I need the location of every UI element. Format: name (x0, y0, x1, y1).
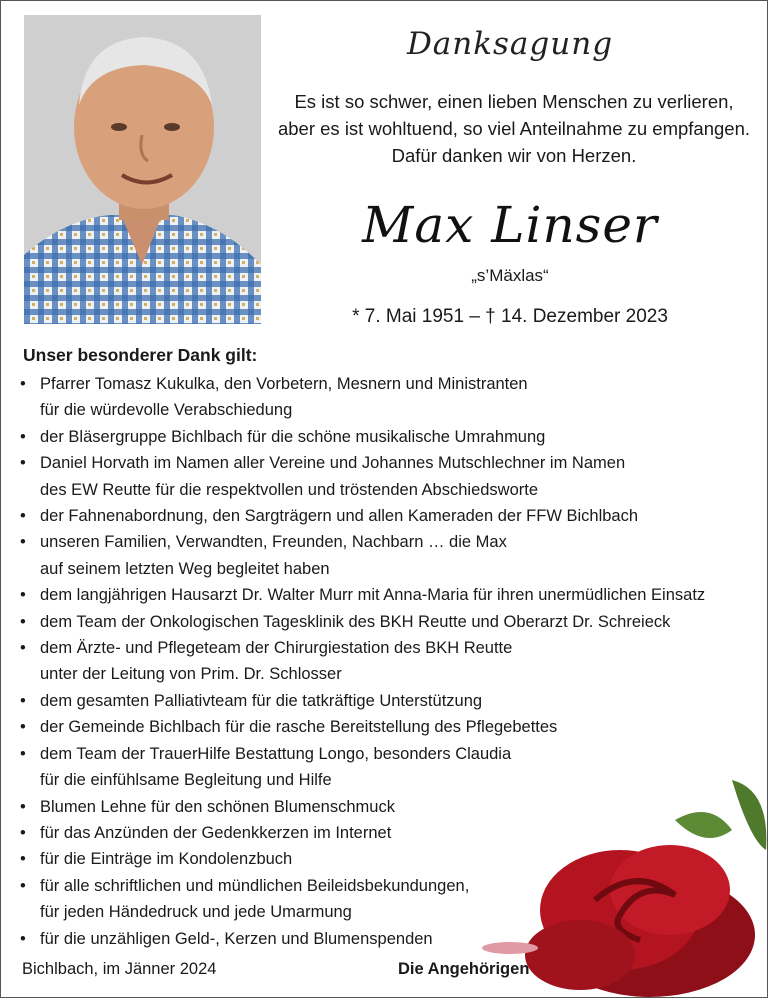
bullet-icon: • (20, 850, 26, 869)
thanks-item-line: für die einfühlsame Begleitung und Hilfe (40, 771, 332, 790)
bullet-icon: • (20, 375, 26, 393)
thanks-item (14, 450, 766, 503)
deceased-name: Max Linser (362, 196, 658, 254)
bullet-icon: • (20, 744, 26, 763)
thanks-item (14, 582, 766, 608)
thanks-item-line: auf seinem letzten Weg begleitet haben (40, 559, 330, 578)
bullet-icon: • (20, 797, 26, 816)
thanks-item-line: unseren Familien, Verwandten, Freunden, Nachbarn … die Max (40, 533, 507, 552)
thanks-item-line: unter der Leitung von Prim. Dr. Schlosser (40, 665, 342, 684)
thanks-item-line: für die würdevolle Verabschiedung (40, 401, 293, 420)
bullet-icon: • (20, 876, 26, 895)
thanks-item-line: dem langjährigen Hausarzt Dr. Walter Murr mit Anna-Maria für ihren unermüdlichen Einsatz (40, 586, 706, 605)
signature: Die Angehörigen (398, 960, 530, 978)
life-dates: * 7. Mai 1951 – † 14. Dezember 2023 (352, 306, 668, 327)
thanks-item-line: für das Anzünden der Gedenkkerzen im Internet (40, 823, 392, 842)
thanks-item (14, 688, 766, 714)
bullet-icon: • (20, 586, 26, 605)
bullet-icon: • (20, 533, 26, 552)
thanks-item-line: für die Einträge im Kondolenzbuch (40, 850, 293, 869)
bullet-icon: • (20, 639, 26, 658)
thanks-item-line: für die unzähligen Geld-, Kerzen und Blumenspenden (40, 929, 433, 948)
quote-text (270, 88, 758, 169)
thanks-item-line: der Bläsergruppe Bichlbach für die schöne musikalische Umrahmung (40, 427, 546, 446)
bullet-icon: • (20, 718, 26, 737)
thanks-item-line: Daniel Horvath im Namen aller Vereine und Johannes Mutschlechner im Namen (40, 454, 626, 473)
thanks-item-line: dem Team der TrauerHilfe Bestattung Longo, besonders Claudia (40, 744, 512, 763)
thanks-item (14, 371, 766, 424)
thanks-item (14, 609, 766, 635)
bullet-icon: • (20, 929, 26, 948)
thanks-heading: Unser besonderer Dank gilt: (23, 345, 258, 365)
thanks-item-line: der Gemeinde Bichlbach für die rasche Bereitstellung des Pflegebettes (40, 718, 558, 737)
bullet-icon: • (20, 454, 26, 473)
thanks-item (14, 635, 766, 688)
rose-image (470, 780, 770, 998)
bullet-icon: • (20, 691, 26, 710)
portrait-photo (24, 15, 261, 324)
thanks-item (14, 503, 766, 529)
place-date: Bichlbach, im Jänner 2024 (22, 960, 217, 978)
thanks-item-line: dem Ärzte- und Pflegeteam der Chirurgiestation des BKH Reutte (40, 639, 513, 658)
nickname: „s’Mäxlas“ (471, 266, 549, 285)
bullet-icon: • (20, 612, 26, 631)
bullet-icon: • (20, 427, 26, 446)
bullet-icon: • (20, 507, 26, 526)
thanks-item-line: der Fahnenabordnung, den Sargträgern und allen Kameraden der FFW Bichlbach (40, 507, 639, 526)
thanks-item-line: für jeden Händedruck und jede Umarmung (40, 903, 352, 922)
quote-line: aber es ist wohltuend, so viel Anteilnahme zu empfangen. (277, 118, 751, 139)
thanks-item-line: dem gesamten Palliativteam für die tatkräftige Unterstützung (40, 691, 483, 710)
bullet-icon: • (20, 823, 26, 842)
quote-line: Dafür danken wir von Herzen. (391, 145, 637, 166)
thanks-item-line: Blumen Lehne für den schönen Blumenschmuck (40, 797, 395, 816)
quote-line: Es ist so schwer, einen lieben Menschen zu verlieren, (294, 91, 734, 112)
thanks-item-line: Pfarrer Tomasz Kukulka, den Vorbetern, Mesnern und Ministranten (40, 375, 528, 393)
thanks-item (14, 529, 766, 582)
thanks-item (14, 714, 766, 740)
card-title: Danksagung (406, 26, 614, 62)
thanks-item-line: dem Team der Onkologischen Tagesklinik des BKH Reutte und Oberarzt Dr. Schreieck (40, 612, 671, 631)
thanks-item-line: des EW Reutte für die respektvollen und tröstenden Abschiedsworte (40, 480, 539, 499)
thanks-item-line: für alle schriftlichen und mündlichen Beileidsbekundungen, (40, 876, 470, 895)
thanks-item (14, 424, 766, 450)
